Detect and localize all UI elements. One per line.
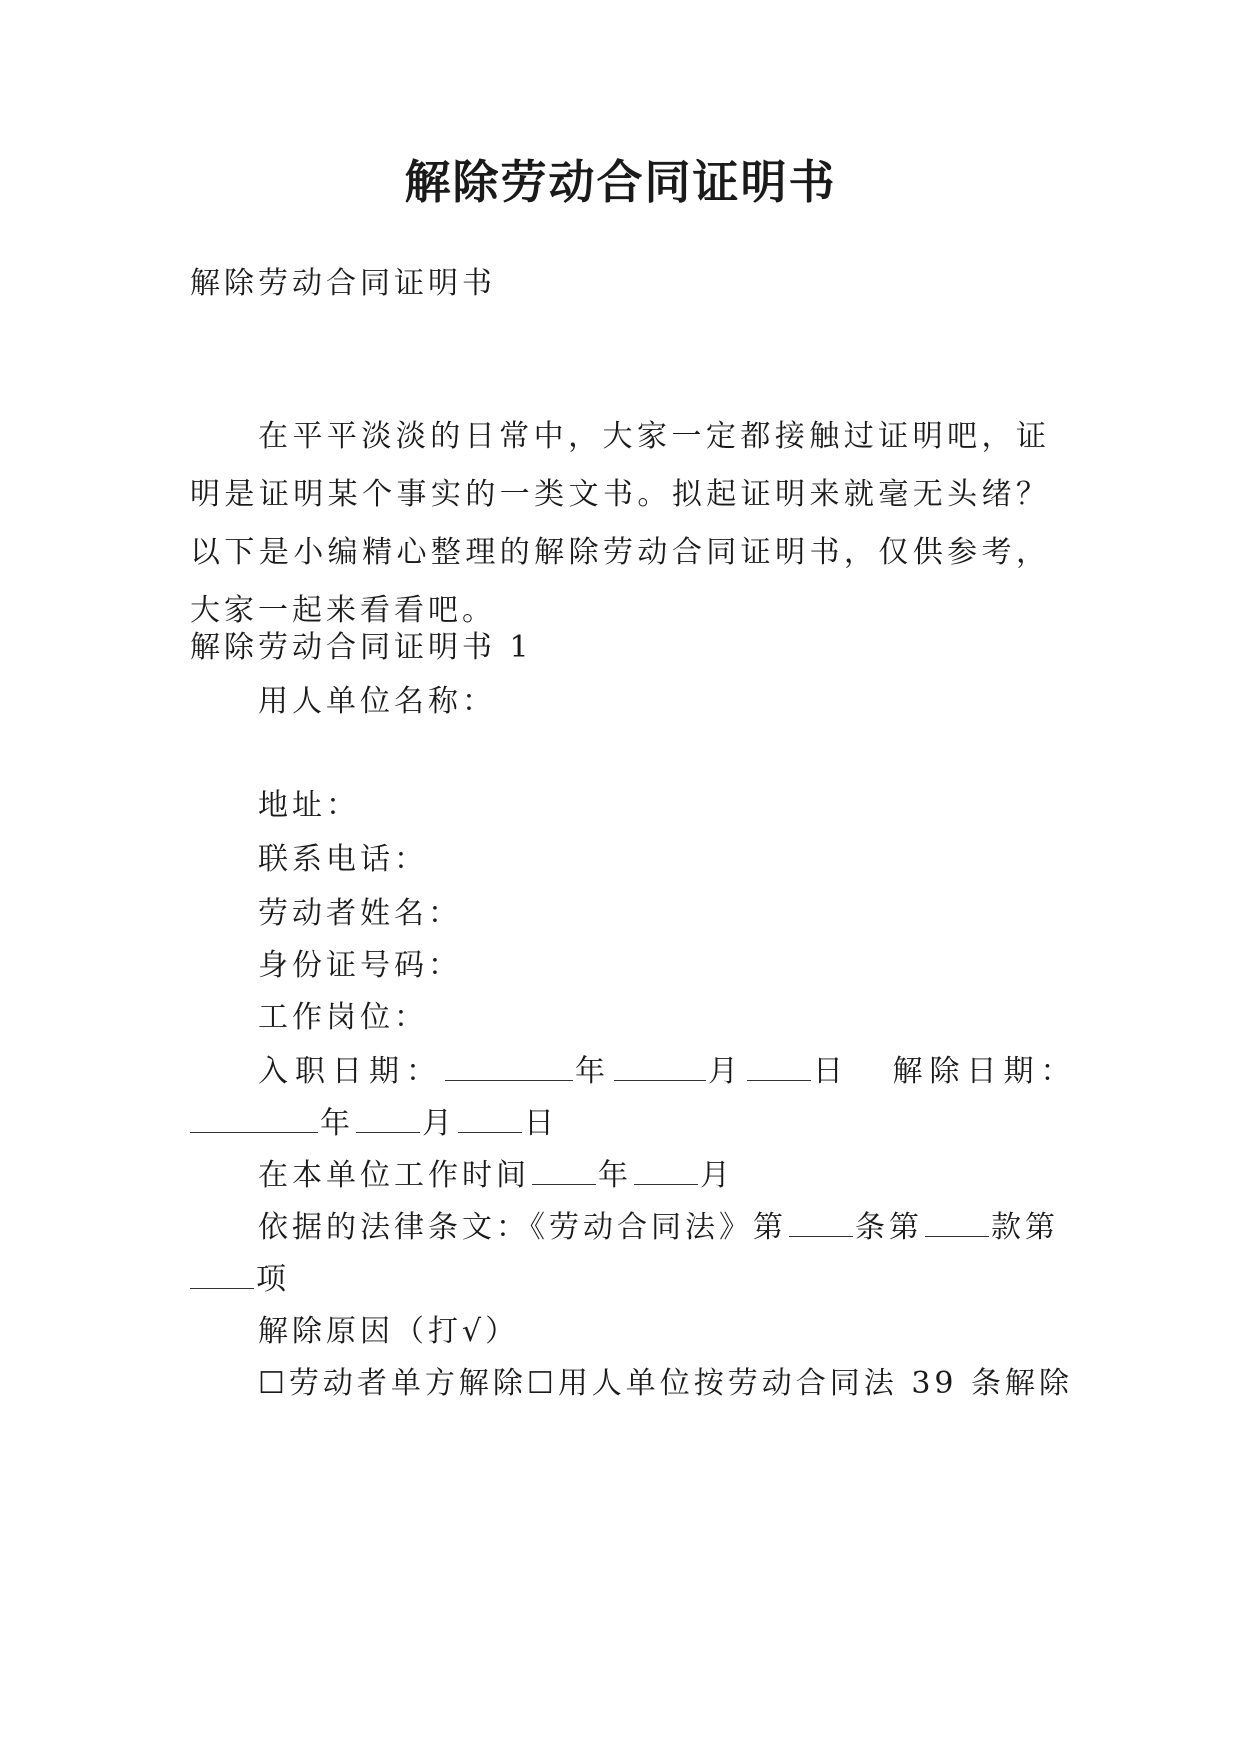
field-employer-name: 用人单位名称：: [258, 684, 496, 719]
legal-basis-article: 条第: [855, 1210, 923, 1245]
termination-day-blank: [458, 1102, 522, 1133]
field-id-number: 身份证号码：: [258, 948, 462, 983]
termination-month-blank: [356, 1102, 420, 1133]
intro-paragraph: 在平平淡淡的日常中，大家一定都接触过证明吧，证明是证明某个事实的一类文书。拟起证明来就毫无头绪？以下是小编精心整理的解除劳动合同证明书，仅供参考，大家一起来看看吧。: [190, 419, 1050, 628]
entry-day-blank: [747, 1050, 811, 1081]
entry-day-unit: 日: [813, 1054, 850, 1089]
field-position: 工作岗位：: [258, 1000, 428, 1035]
document-title: 解除劳动合同证明书: [404, 155, 837, 209]
field-address: 地址：: [258, 788, 360, 823]
legal-basis-clause: 款第: [991, 1210, 1059, 1245]
termination-date-label: 解除日期：: [892, 1054, 1078, 1089]
entry-month-unit: 月: [708, 1054, 745, 1089]
legal-basis-prefix: 依据的法律条文：《劳动合同法》第: [258, 1210, 787, 1245]
checkbox-icon: ☐: [258, 1366, 289, 1401]
termination-date-line: [190, 1102, 558, 1146]
tenure-year-blank: [532, 1154, 596, 1185]
tenure-line: [258, 1154, 734, 1198]
legal-basis-item-line: [190, 1258, 290, 1302]
termination-day-unit: 日: [524, 1106, 558, 1141]
reason-option-worker: 劳动者单方解除: [288, 1366, 527, 1401]
entry-year-blank: [445, 1050, 573, 1081]
termination-month-unit: 月: [422, 1106, 456, 1141]
entry-year-unit: 年: [575, 1054, 612, 1089]
entry-month-blank: [614, 1050, 706, 1081]
tenure-month-blank: [634, 1154, 698, 1185]
reason-option-employer: 用人单位按劳动合同法 39 条解除: [557, 1366, 1074, 1401]
dates-line: [258, 1050, 1078, 1094]
section-heading: 解除劳动合同证明书 1: [190, 630, 533, 665]
entry-date-label: 入职日期：: [258, 1054, 443, 1089]
document-subtitle: 解除劳动合同证明书: [190, 266, 496, 301]
termination-year-unit: 年: [320, 1106, 354, 1141]
item-blank: [190, 1258, 254, 1289]
article-blank: [789, 1206, 853, 1237]
termination-year-blank: [190, 1102, 318, 1133]
field-worker-name: 劳动者姓名：: [258, 896, 462, 931]
tenure-prefix: 在本单位工作时间: [258, 1158, 530, 1193]
tenure-month-unit: 月: [700, 1158, 734, 1193]
legal-basis-item: 项: [256, 1262, 290, 1297]
tenure-year-unit: 年: [598, 1158, 632, 1193]
reason-heading: 解除原因（打√）: [258, 1314, 520, 1349]
legal-basis-line: [258, 1206, 1059, 1250]
reason-options-line: [258, 1362, 1073, 1406]
clause-blank: [925, 1206, 989, 1237]
field-phone: 联系电话：: [258, 842, 428, 877]
checkbox-icon: ☐: [526, 1366, 558, 1401]
